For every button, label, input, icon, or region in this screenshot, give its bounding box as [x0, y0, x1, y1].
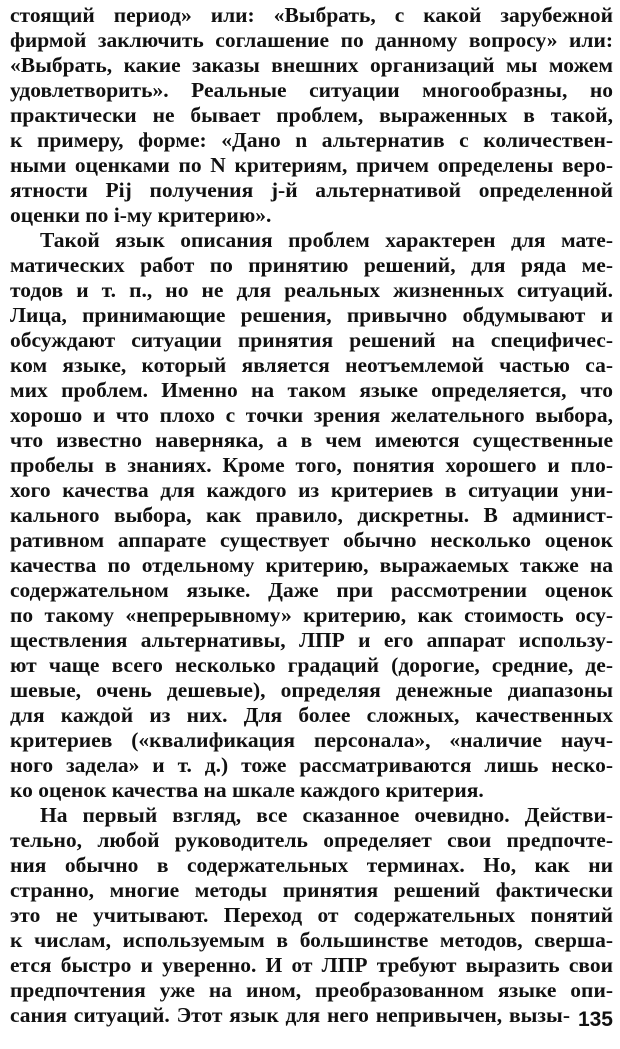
text-line: «Выбрать, какие заказы внешних организаций мы можем — [10, 53, 613, 77]
text-line: предпочтения уже на ином, преобразованном языке опи- — [10, 978, 613, 1002]
text-line: качества по отдельному критерию, выражаемых также на — [10, 553, 613, 577]
text-line: пробелы в знаниях. Кроме того, понятия хорошего и пло- — [10, 453, 613, 477]
text-line: Такой язык описания проблем характерен для мате- — [40, 228, 613, 252]
text-line: тельно, любой руководитель определяет свои предпочте- — [10, 828, 613, 852]
text-line: к примеру, форме: «Дано n альтернатив с количествен- — [10, 128, 613, 152]
text-line: Лица, принимающие решения, привычно обдумывают и — [10, 303, 613, 327]
text-line: мих проблем. Именно на таком языке определяется, что — [10, 378, 613, 402]
text-line: ют чаще всего несколько градаций (дорогие, средние, де- — [10, 653, 613, 677]
book-page — [10, 3, 613, 1043]
text-line: для каждой из них. Для более сложных, качественных — [10, 703, 613, 727]
text-line: ществления альтернативы, ЛПР и его аппарат использу- — [10, 628, 613, 652]
text-line: ятности Pij получения j-й альтернативой определенной — [10, 178, 613, 202]
text-line: к числам, используемым в большинстве методов, сверша- — [10, 928, 613, 952]
text-line: ется быстро и уверенно. И от ЛПР требуют выразить свои — [10, 953, 613, 977]
text-line: по такому «непрерывному» критерию, как стоимость осу- — [10, 603, 613, 627]
text-line: оценки по i-му критерию». — [10, 203, 272, 227]
text-line: практически не бывает проблем, выраженных в такой, — [10, 103, 613, 127]
text-line: кального выбора, как правило, дискретны. В админист- — [10, 503, 613, 527]
text-line: На первый взгляд, все сказанное очевидно. Действи- — [40, 803, 613, 827]
text-line: стоящий период» или: «Выбрать, с какой зарубежной — [10, 3, 613, 27]
text-line: что известно наверняка, а в чем имеются существенные — [10, 428, 613, 452]
text-line: фирмой заключить соглашение по данному вопросу» или: — [10, 28, 613, 52]
text-line: матических работ по принятию решений, для ряда ме- — [10, 253, 613, 277]
text-line: сания ситуаций. Этот язык для него непривычен, вызы- — [10, 1003, 570, 1027]
text-line: шевые, очень дешевые), определяя денежные диапазоны — [10, 678, 613, 702]
text-line: это не учитывают. Переход от содержательных понятий — [10, 903, 613, 927]
text-line: хорошо и что плохо с точки зрения желательного выбора, — [10, 403, 613, 427]
text-line: странно, многие методы принятия решений фактически — [10, 878, 613, 902]
text-line: ного задела» и т. д.) тоже рассматриваются лишь неско- — [10, 753, 613, 777]
page-number: 135 — [577, 1008, 613, 1031]
text-line: обсуждают ситуации принятия решений на специфичес- — [10, 328, 613, 352]
text-line: тодов и т. п., но не для реальных жизненных ситуаций. — [10, 278, 613, 302]
text-line: хого качества для каждого из критериев в ситуации уни- — [10, 478, 613, 502]
text-line: ко оценок качества на шкале каждого критерия. — [10, 778, 484, 802]
text-line: ными оценками по N критериям, причем определены веро- — [10, 153, 613, 177]
text-line: ния обычно в содержательных терминах. Но, как ни — [10, 853, 613, 877]
text-line: удовлетворить». Реальные ситуации многообразны, но — [10, 78, 613, 102]
text-line: ком языке, который является неотъемлемой частью са- — [10, 353, 613, 377]
text-line: ративном аппарате существует обычно несколько оценок — [10, 528, 613, 552]
text-line: содержательном языке. Даже при рассмотрении оценок — [10, 578, 613, 602]
text-line: критериев («квалификация персонала», «наличие науч- — [10, 728, 613, 752]
